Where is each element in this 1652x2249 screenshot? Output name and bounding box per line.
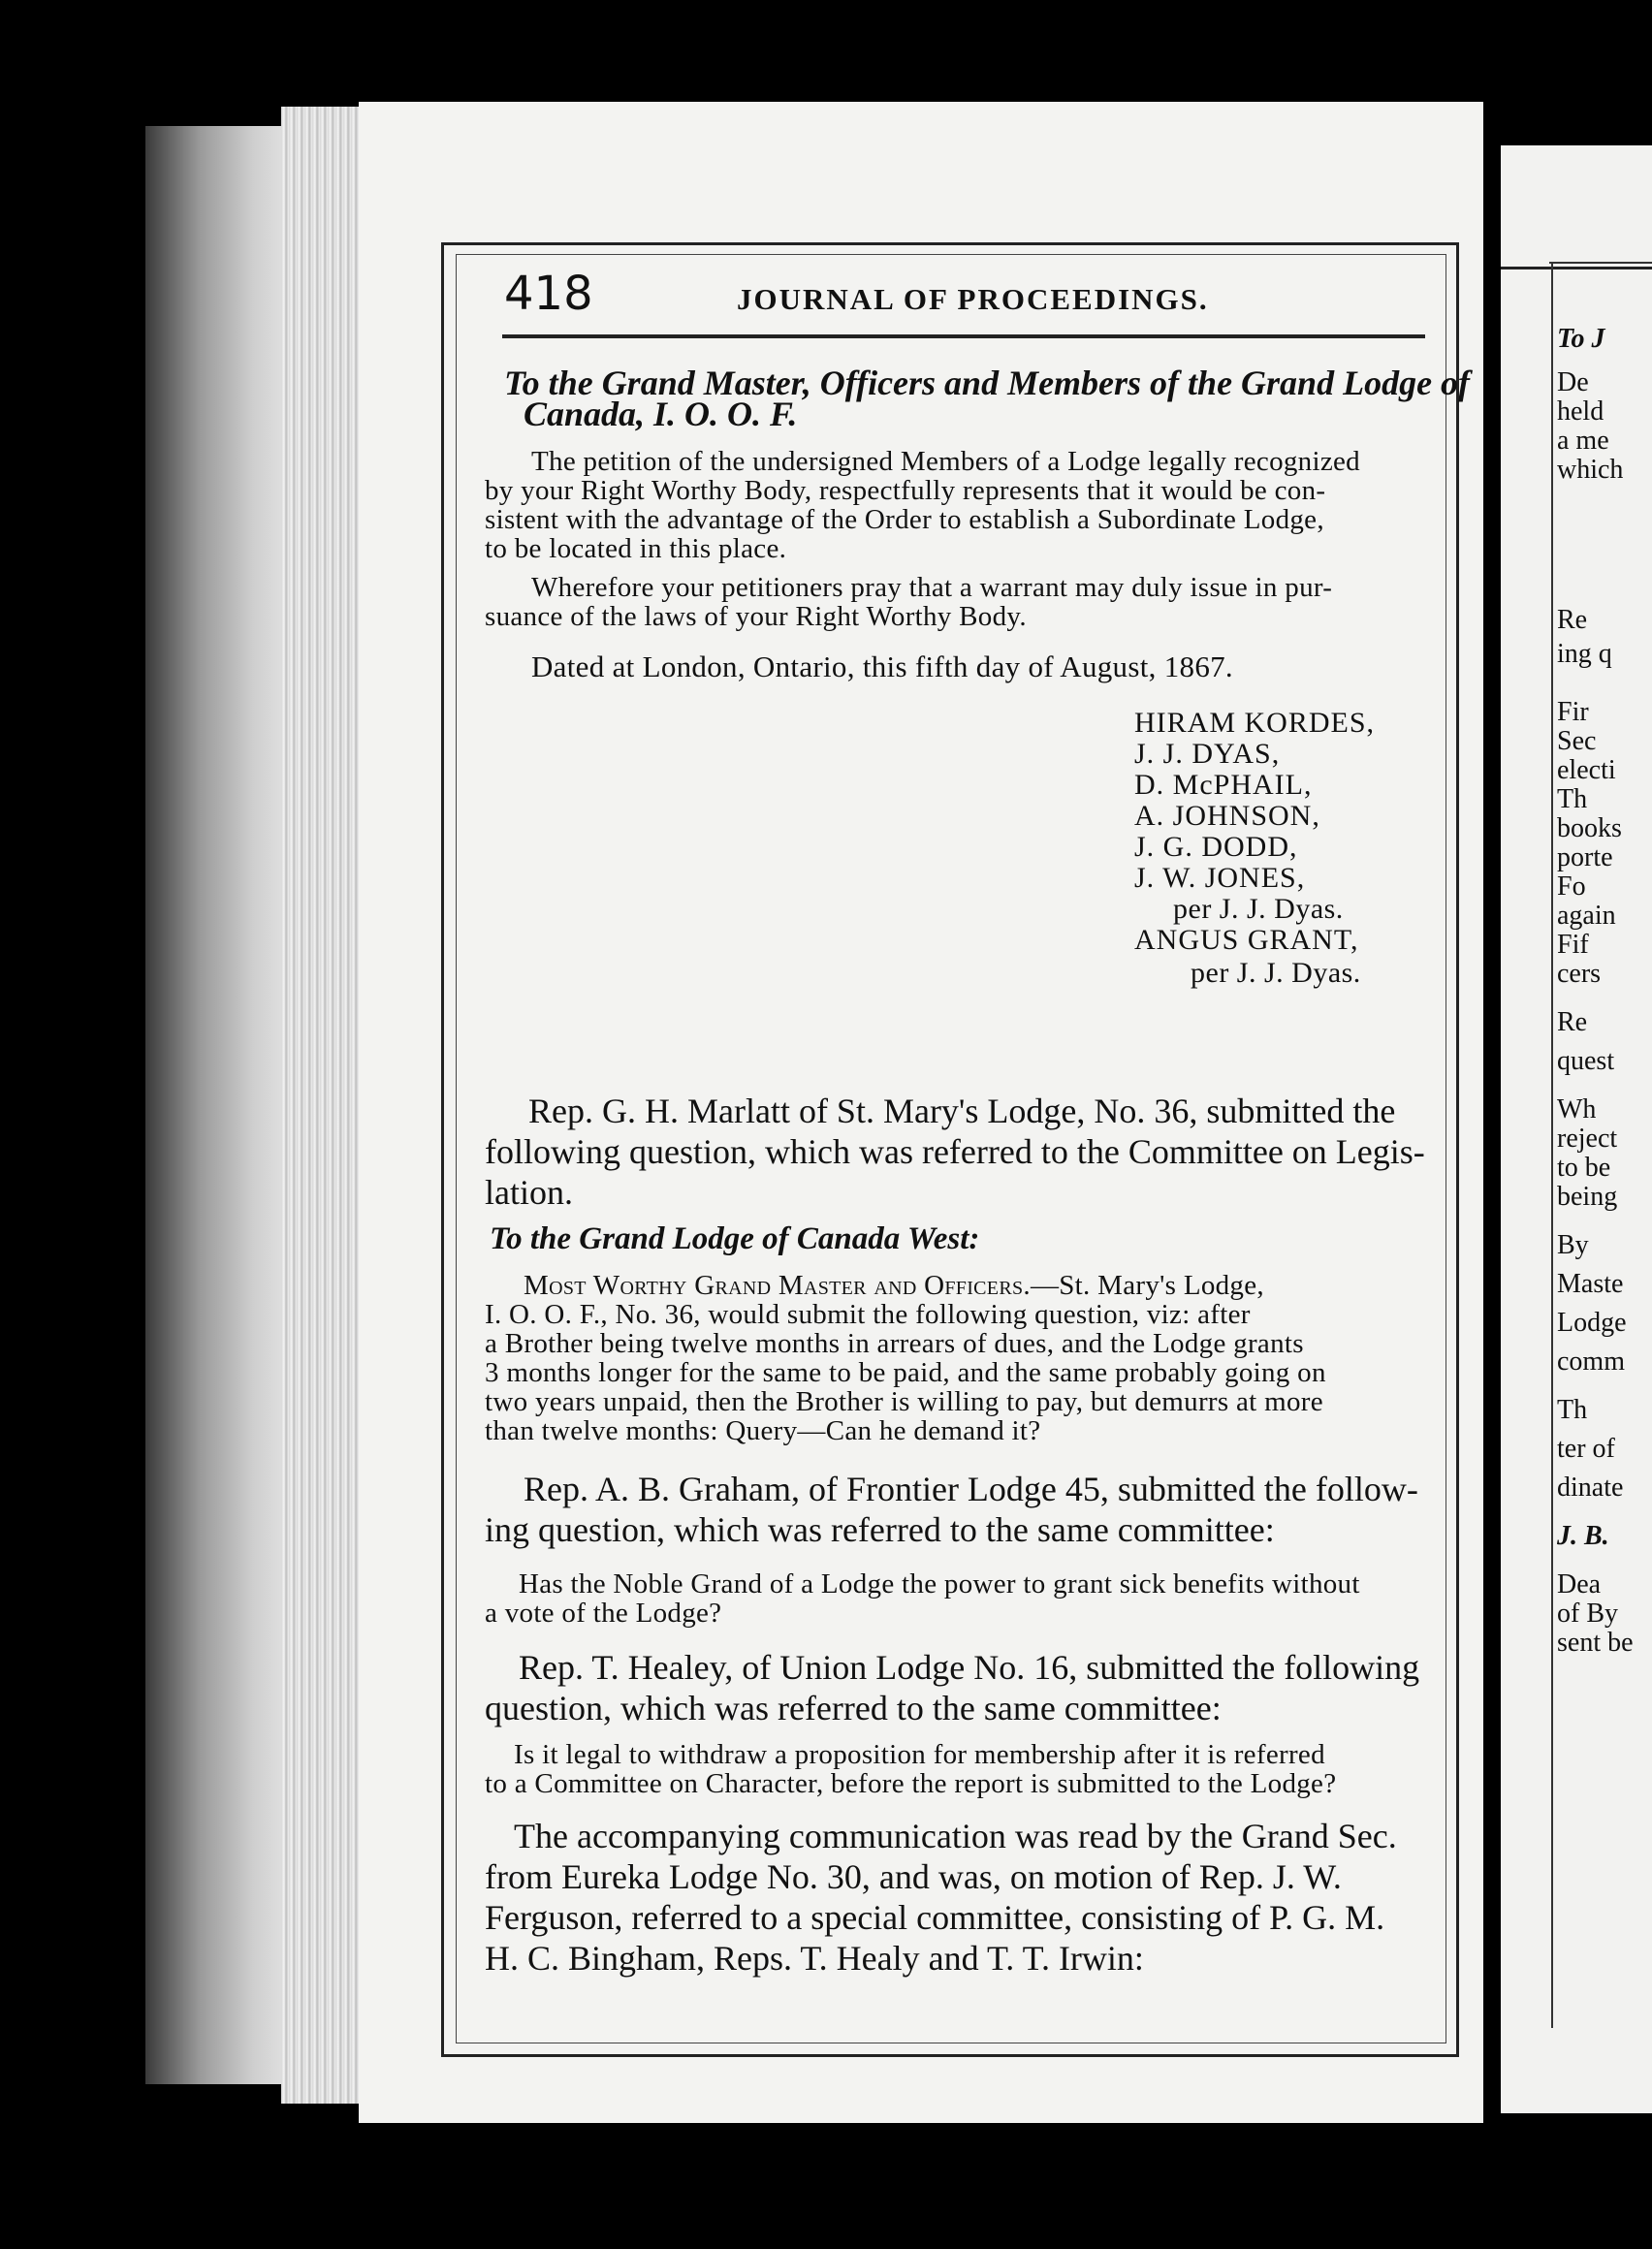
right-page-fragment-line: quest [1557, 1046, 1615, 1076]
marlatt-letter-line: 3 months longer for the same to be paid, and the same probably going on [485, 1357, 1326, 1388]
running-title: JOURNAL OF PROCEEDINGS. [737, 282, 1209, 316]
right-frame-left [1551, 264, 1553, 2028]
petition-para2-line: suance of the laws of your Right Worthy Body. [485, 601, 1027, 632]
marlatt-line: following question, which was referred to the Committee on Legis- [485, 1132, 1425, 1171]
marlatt-letter-line: than twelve months: Query—Can he demand it? [485, 1415, 1041, 1446]
right-header-rule [1501, 267, 1652, 269]
right-page-fragment-line: held [1557, 396, 1604, 427]
eureka-line: from Eureka Lodge No. 30, and was, on motion of Rep. J. W. [485, 1857, 1342, 1896]
right-page-fragment-line: books [1557, 813, 1622, 843]
petition-address-line2: Canada, I. O. O. F. [524, 395, 798, 433]
right-page-fragment-line: Fo [1557, 871, 1586, 902]
page-header [504, 267, 1425, 334]
signature: J. W. JONES, [1134, 862, 1306, 894]
right-page-fragment-line: Fif [1557, 930, 1589, 960]
right-page-fragment-line: sent be [1557, 1628, 1634, 1658]
letter-start: —St. Mary's Lodge, [1030, 1270, 1264, 1301]
book-spine-shadow [145, 126, 301, 2084]
eureka-line: H. C. Bingham, Reps. T. Healy and T. T. Irwin: [485, 1939, 1144, 1978]
petition-para2-line: Wherefore your petitioners pray that a warrant may duly issue in pur- [531, 572, 1333, 603]
right-page-fragment-line: which [1557, 455, 1624, 485]
petition-address-line1: To the Grand Master, Officers and Members of the Grand Lodge of [504, 364, 1471, 402]
right-frame-top [1549, 262, 1652, 264]
graham-question: a vote of the Lodge? [485, 1598, 722, 1629]
right-page-fragment-line: cers [1557, 959, 1602, 989]
page-edges [281, 107, 368, 2104]
signature: J. J. DYAS, [1134, 738, 1281, 770]
signature: ANGUS GRANT, [1134, 924, 1359, 956]
right-page-fragment-line: Re [1557, 605, 1588, 635]
right-page-fragment-line: To J [1557, 324, 1605, 354]
healey-question: Is it legal to withdraw a proposition for membership after it is referred [514, 1739, 1325, 1770]
eureka-line: The accompanying communication was read by the Grand Sec. [514, 1817, 1397, 1855]
right-page-fragment-line: Sec [1557, 726, 1597, 756]
petition-dated: Dated at London, Ontario, this fifth day of August, 1867. [531, 649, 1233, 683]
salutation: Most Worthy Grand Master and Officers. [524, 1270, 1031, 1301]
right-page-fragment-line: Dea [1557, 1569, 1602, 1600]
right-page-fragment-line: reject [1557, 1124, 1618, 1154]
right-page-fragment [1501, 145, 1652, 2113]
right-page-fragment-line: Re [1557, 1007, 1588, 1037]
right-page-fragment-line: a me [1557, 426, 1609, 456]
petition-para1-line: The petition of the undersigned Members of a Lodge legally recognized [531, 446, 1360, 477]
right-page-fragment-line: to be [1557, 1153, 1611, 1183]
right-page-fragment-line: Wh [1557, 1094, 1597, 1124]
right-page-fragment-line: De [1557, 367, 1589, 397]
right-page-fragment-line: Th [1557, 1395, 1588, 1425]
marlatt-address: To the Grand Lodge of Canada West: [490, 1221, 980, 1256]
petition-para1-line: to be located in this place. [485, 533, 787, 564]
healey-line: question, which was referred to the same committee: [485, 1689, 1222, 1727]
healey-question: to a Committee on Character, before the report is submitted to the Lodge? [485, 1768, 1337, 1799]
signature-per: per J. J. Dyas. [1173, 893, 1344, 925]
marlatt-letter-first [524, 1272, 1264, 1300]
right-page-fragment-line: J. B. [1557, 1521, 1609, 1551]
header-rule [502, 334, 1425, 338]
eureka-line: Ferguson, referred to a special committee, consisting of P. G. M. [485, 1898, 1385, 1937]
signature: J. G. DODD, [1134, 831, 1298, 863]
petition-para1-line: sistent with the advantage of the Order to establish a Subordinate Lodge, [485, 504, 1324, 535]
signature: A. JOHNSON, [1134, 800, 1320, 832]
signature: D. McPHAIL, [1134, 769, 1313, 801]
right-page-fragment-line: ing q [1557, 639, 1612, 669]
marlatt-line: lation. [485, 1173, 573, 1212]
right-page-fragment-line: porte [1557, 842, 1613, 872]
right-page-fragment-line: By [1557, 1230, 1589, 1260]
right-page-fragment-line: being [1557, 1182, 1618, 1212]
right-page-fragment-line: Th [1557, 784, 1588, 814]
right-page-fragment-line: Fir [1557, 697, 1589, 727]
healey-line: Rep. T. Healey, of Union Lodge No. 16, submitted the following [519, 1648, 1420, 1687]
petition-para1-line: by your Right Worthy Body, respectfully represents that it would be con- [485, 475, 1326, 506]
graham-question: Has the Noble Grand of a Lodge the power to grant sick benefits without [519, 1568, 1360, 1600]
page-number: 418 [504, 267, 593, 321]
signature-per: per J. J. Dyas. [1191, 957, 1361, 989]
signature: HIRAM KORDES, [1134, 707, 1376, 739]
marlatt-line: Rep. G. H. Marlatt of St. Mary's Lodge, No. 36, submitted the [528, 1092, 1396, 1130]
right-page-fragment-line: of By [1557, 1599, 1618, 1629]
graham-line: ing question, which was referred to the same committee: [485, 1510, 1275, 1549]
graham-line: Rep. A. B. Graham, of Frontier Lodge 45, submitted the follow- [524, 1470, 1418, 1508]
right-page-fragment-line: Maste [1557, 1269, 1624, 1299]
right-page-fragment-line: Lodge [1557, 1308, 1627, 1338]
right-page-fragment-line: again [1557, 901, 1616, 931]
right-page-fragment-line: dinate [1557, 1473, 1624, 1503]
right-page-fragment-line: ter of [1557, 1434, 1615, 1464]
right-page-fragment-line: electi [1557, 755, 1616, 785]
marlatt-letter-line: a Brother being twelve months in arrears of dues, and the Lodge grants [485, 1328, 1304, 1359]
marlatt-letter-line: I. O. O. F., No. 36, would submit the following question, viz: after [485, 1299, 1251, 1330]
marlatt-letter-line: two years unpaid, then the Brother is willing to pay, but demurrs at more [485, 1386, 1323, 1417]
right-page-fragment-line: comm [1557, 1346, 1625, 1377]
